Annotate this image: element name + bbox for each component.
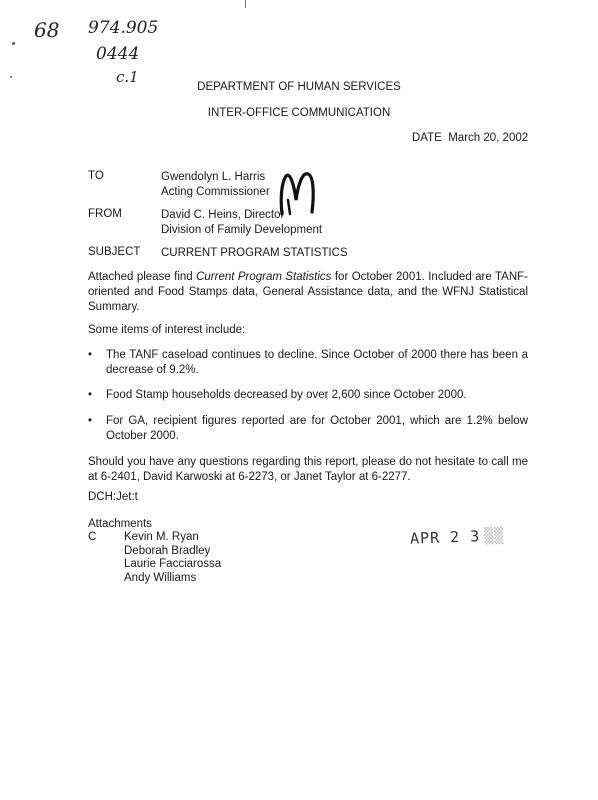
bullet-icon: • <box>88 389 93 401</box>
handwritten-cutter-number: 0444 <box>96 44 140 64</box>
handwritten-initials-signature <box>274 166 326 224</box>
cc-recipient: Deborah Bradley <box>124 544 211 557</box>
intro-paragraph <box>88 270 528 315</box>
scan-speck <box>10 76 12 78</box>
bullet-icon: • <box>88 349 93 361</box>
subject-value: CURRENT PROGRAM STATISTICS <box>161 247 348 259</box>
closing-paragraph: Should you have any questions regarding this report, please do not hesitate to call me at 6-2401, David Karwoski at 6-2273, or Janet Taylor at 6-2277. <box>88 456 528 483</box>
reference-initials: DCH:Jet:t <box>88 491 138 503</box>
subject-label: SUBJECT <box>88 246 141 258</box>
cc-recipient: Kevin M. Ryan <box>124 531 199 543</box>
items-lead: Some items of interest include: <box>88 324 246 336</box>
to-label: TO <box>88 170 104 182</box>
handwritten-number: 68 <box>34 18 60 42</box>
communication-heading: INTER-OFFICE COMMUNICATION <box>207 107 391 119</box>
handwritten-copy-number: c.1 <box>116 68 139 86</box>
from-label: FROM <box>88 208 122 220</box>
recipient-title: Acting Commissioner <box>161 186 270 198</box>
cc-recipient: Andy Williams <box>124 571 197 584</box>
stamp-faded-year: ▒▒ <box>483 526 505 546</box>
date-value: March 20, 2002 <box>448 132 529 144</box>
bullet-text: The TANF caseload continues to decline. Since October of 2000 there has been a decrease of 9.2%. <box>106 349 528 376</box>
sender-name: David C. Heins, Director <box>161 209 285 221</box>
cc-list <box>124 531 221 585</box>
department-heading: DEPARTMENT OF HUMAN SERVICES <box>197 81 401 93</box>
bullet-icon: • <box>88 415 93 427</box>
report-title: Current Program Statistics <box>196 271 332 283</box>
intro-text-end: for October 2001. Included are TANF-oriented and Food Stamps data, General Assistance data, and the WFNJ Statistical Summary. <box>88 271 528 313</box>
to-block <box>161 170 270 200</box>
scan-mark <box>245 0 246 8</box>
stamp-text: APR 2 3 <box>409 527 481 548</box>
memo-date <box>412 132 528 144</box>
bullet-item <box>88 414 528 446</box>
intro-text-start: Attached please find <box>88 271 197 283</box>
sender-title: Division of Family Development <box>161 224 323 236</box>
scan-speck <box>12 42 15 45</box>
received-date-stamp <box>410 526 505 547</box>
cc-label: C <box>88 531 97 543</box>
bullet-text: Food Stamp households decreased by over 2,600 since October 2000. <box>106 389 467 401</box>
date-label: DATE <box>412 132 442 144</box>
bullet-item <box>88 388 528 404</box>
bullet-item <box>88 348 528 380</box>
bullet-text: For GA, recipient figures reported are for October 2001, which are 1.2% below October 2000. <box>106 415 528 442</box>
cc-recipient: Laurie Facciarossa <box>124 558 222 570</box>
attachments-label: Attachments <box>88 518 152 530</box>
handwritten-call-number: 974.905 <box>88 18 159 38</box>
recipient-name: Gwendolyn L. Harris <box>161 171 266 183</box>
